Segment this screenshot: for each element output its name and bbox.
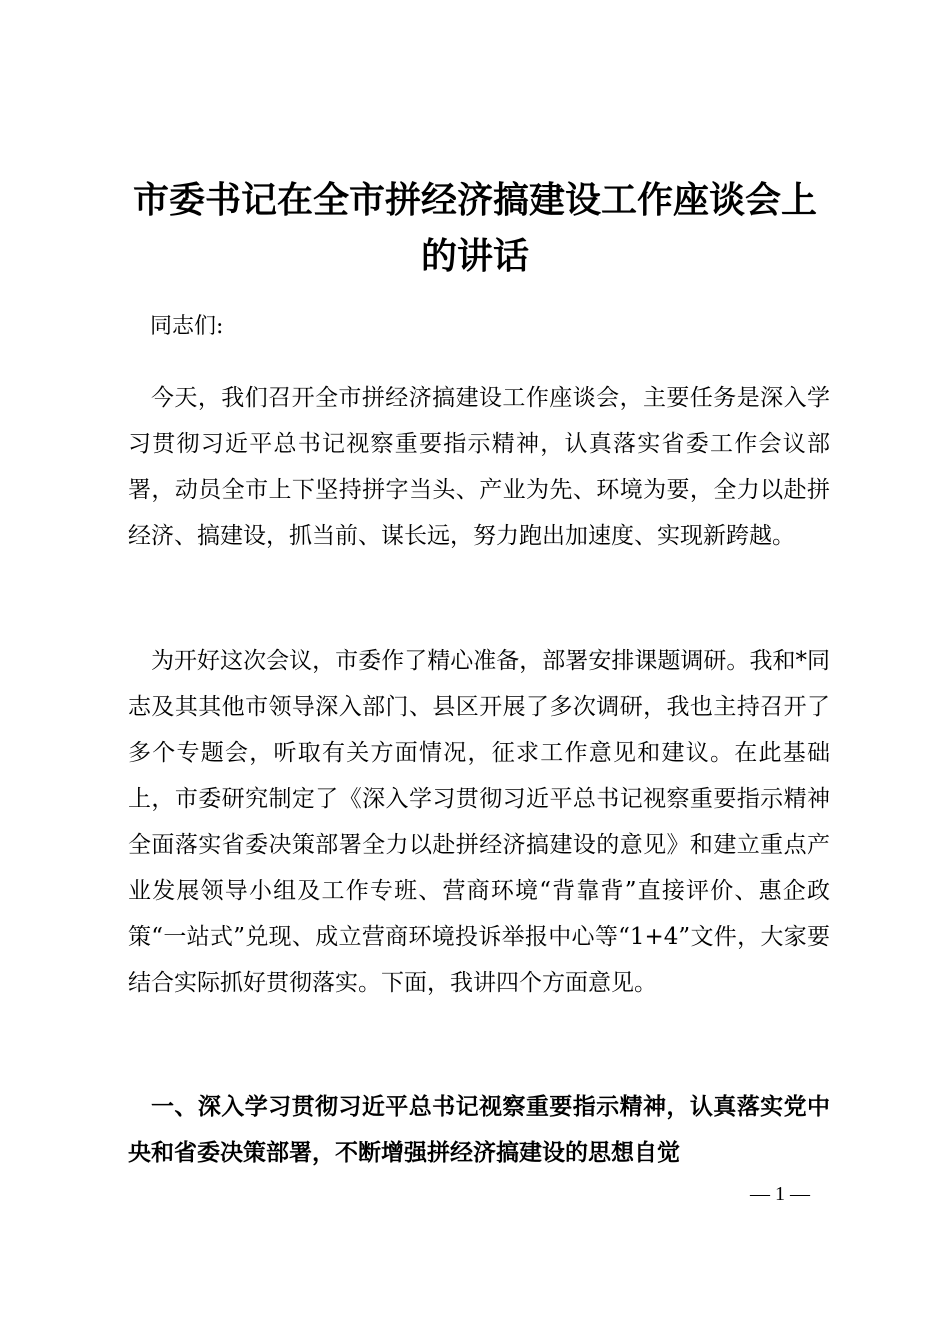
paragraph-1: 今天，我们召开全市拼经济搞建设工作座谈会，主要任务是深入学习贯彻习近平总书记视察重要指示精神，认真落实省委工作会议部署，动员全市上下坚持拼字当头、产业为先、环境为要，全力以赴拼经济、搞建设，抓当前、谋长远，努力跑出加速度、实现新跨越。 xyxy=(128,385,830,549)
salutation: 同志们: xyxy=(150,314,224,339)
page-number: — 1 — xyxy=(750,1183,810,1205)
document-title: 市委书记在全市拼经济搞建设工作座谈会上的讲话 xyxy=(132,179,817,277)
section-heading-1: 一、深入学习贯彻习近平总书记视察重要指示精神，认真落实党中央和省委决策部署，不断增强拼经济搞建设的思想自觉 xyxy=(128,1094,830,1166)
paragraph-2: 为开好这次会议，市委作了精心准备，部署安排课题调研。我和*同志及其其他市领导深入部门、县区开展了多次调研，我也主持召开了多个专题会，听取有关方面情况，征求工作意见和建议。在此基础上，市委研究制定了《深入学习贯彻习近平总书记视察重要指示精神全面落实省委决策部署全力以赴拼经济搞建设的意见》和建立重点产业发展领导小组及工作专班、营商环境“背靠背”直接评价、惠企政策“一站式”兑现、成立营商环境投诉举报中心等“1+4”文件，大家要结合实际抓好贯彻落实。下面，我讲四个方面意见。 xyxy=(128,648,830,996)
